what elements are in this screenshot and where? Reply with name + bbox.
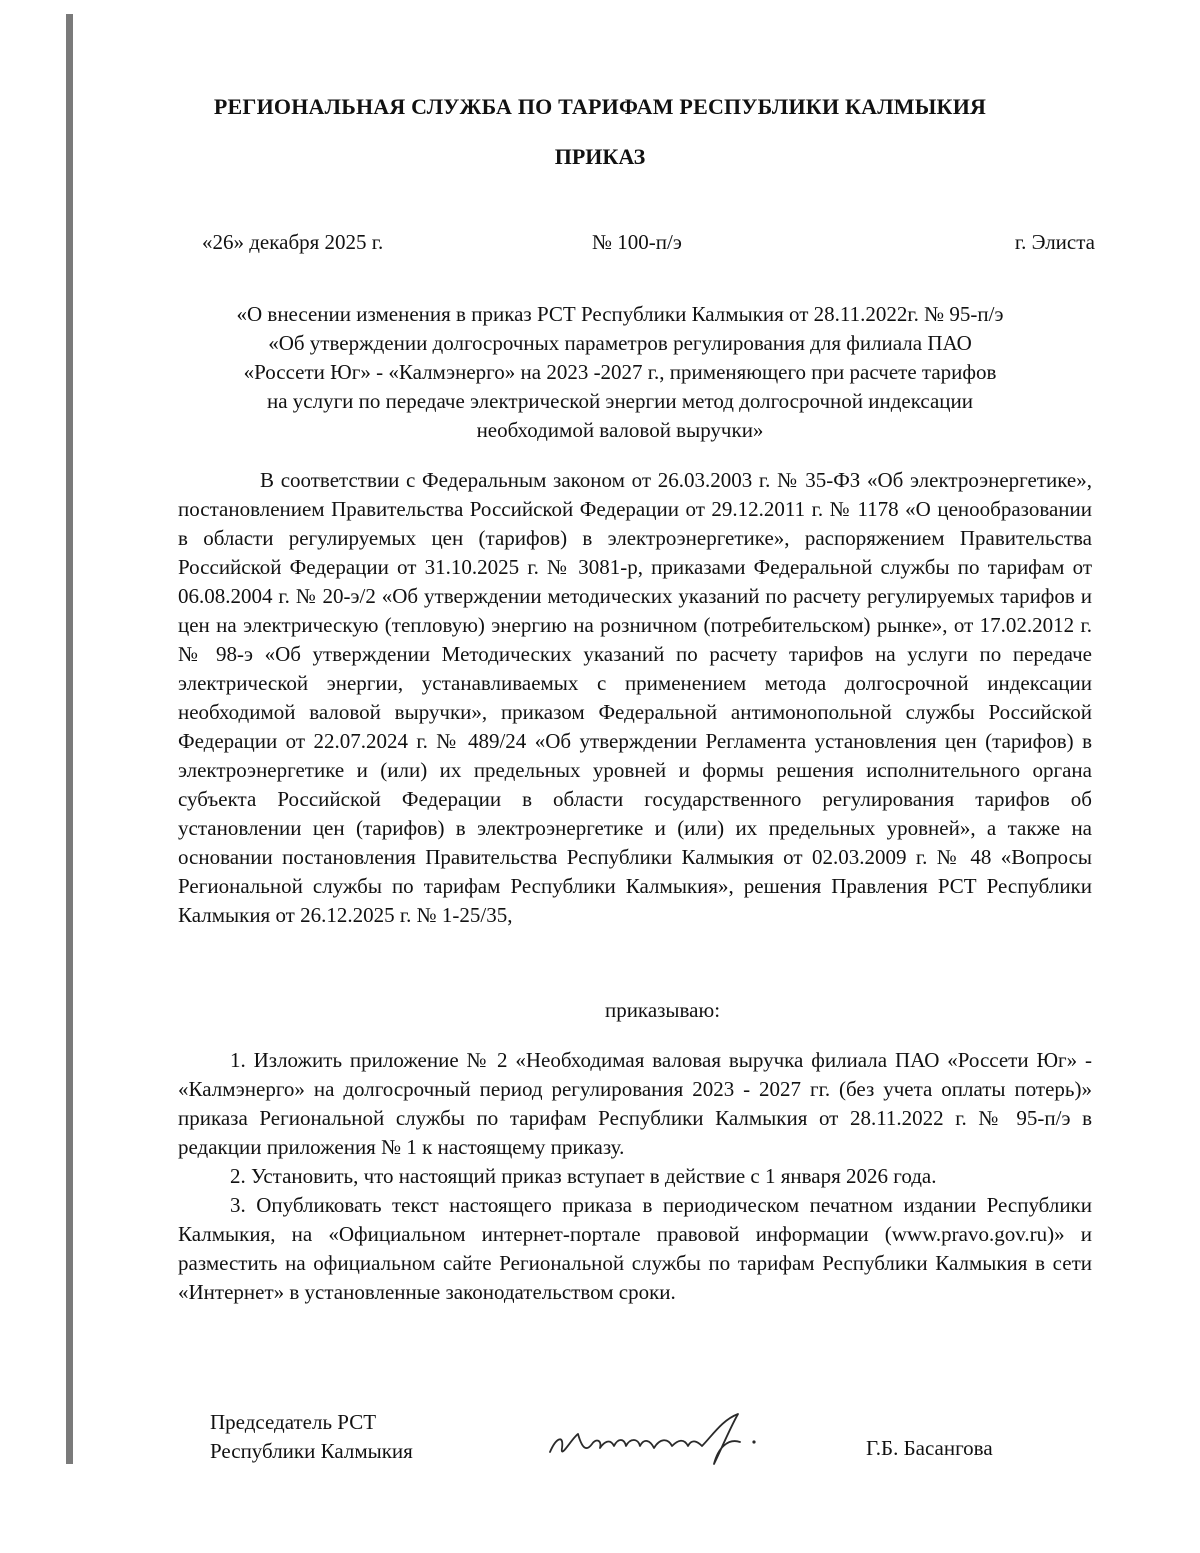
order-items bbox=[178, 1046, 1092, 1307]
signatory-role-line: Республики Калмыкия bbox=[210, 1439, 413, 1463]
order-subject bbox=[180, 300, 1060, 445]
subject-line: «О внесении изменения в приказ РСТ Республики Калмыкия от 28.11.2022г. № 95-п/э bbox=[236, 302, 1004, 326]
subject-line: «Россети Юг» - «Калмэнерго» на 2023 -2027 г., применяющего при расчете тарифов bbox=[243, 360, 997, 384]
document-type-title: ПРИКАЗ bbox=[554, 144, 646, 169]
signatory-role-line: Председатель РСТ bbox=[210, 1410, 377, 1434]
order-item: 3. Опубликовать текст настоящего приказа в периодическом печатном издании Республики Калмыкия, на «Официальном интернет-портале правовой информации (www.pravo.gov.ru)» и разместить на официальном сайте Региональной службы по тарифам Республики Калмыкия в сети «Интернет» в установленные законодательством сроки. bbox=[178, 1193, 1092, 1304]
signatory-name: Г.Б. Басангова bbox=[866, 1436, 993, 1460]
order-item: 2. Установить, что настоящий приказ вступает в действие с 1 января 2026 года. bbox=[230, 1164, 937, 1188]
signatory-role bbox=[210, 1408, 413, 1466]
subject-line: на услуги по передаче электрической энергии метод долгосрочной индексации bbox=[266, 389, 974, 413]
subject-line: необходимой валовой выручки» bbox=[476, 418, 764, 442]
order-item: 1. Изложить приложение № 2 «Необходимая валовая выручка филиала ПАО «Россети Юг» - «Калмэнерго» на долгосрочный период регулирования 2023 - 2027 гг. (без учета оплаты потерь)» приказа Региональной службы по тарифам Республики Калмыкия от 28.11.2022 г. № 95-п/э в редакции приложения № 1 к настоящему приказу. bbox=[178, 1048, 1092, 1159]
scan-edge-bar bbox=[66, 14, 73, 1464]
handwritten-signature bbox=[542, 1408, 782, 1468]
order-city: г. Элиста bbox=[1014, 230, 1095, 254]
organization-title: РЕГИОНАЛЬНАЯ СЛУЖБА ПО ТАРИФАМ РЕСПУБЛИКИ КАЛМЫКИЯ bbox=[213, 94, 987, 119]
order-number: № 100-п/э bbox=[592, 230, 682, 254]
preamble-paragraph: В соответствии с Федеральным законом от 26.03.2003 г. № 35-ФЗ «Об электроэнергетике», постановлением Правительства Российской Федерации от 29.12.2011 г. № 1178 «О ценообразовании в области регулируемых цен (тарифов) в электроэнергетике», распоряжением Правительства Российской Федерации от 31.10.2025 г. № 3081-р, приказами Федеральной службы по тарифам от 06.08.2004 г. № 20-э/2 «Об утверждении методических указаний по расчету регулируемых тарифов и цен на электрическую (тепловую) энергию на розничном (потребительском) рынке», от 17.02.2012 г. № 98-э «Об утверждении Методических указаний по расчету тарифов на услуги по передаче электрической энергии, устанавливаемых с применением метода долгосрочной индексации необходимой валовой выручки», приказом Федеральной антимонопольной службы Российской Федерации от 22.07.2024 г. № 489/24 «Об утверждении Регламента установления цен (тарифов) в электроэнергетике и (или) их предельных уровней и формы решения исполнительного органа субъекта Российской Федерации в области государственного регулирования тарифов об установлении цен (тарифов) в электроэнергетике и (или) их предельных уровней», а также на основании постановления Правительства Республики Калмыкия от 02.03.2009 г. № 48 «Вопросы Региональной службы по тарифам Республики Калмыкия», решения Правления РСТ Республики Калмыкия от 26.12.2025 г. № 1-25/35, bbox=[178, 468, 1092, 927]
order-word: приказываю: bbox=[604, 998, 721, 1022]
order-date: «26» декабря 2025 г. bbox=[202, 230, 384, 254]
subject-line: «Об утверждении долгосрочных параметров регулирования для филиала ПАО bbox=[268, 331, 972, 355]
